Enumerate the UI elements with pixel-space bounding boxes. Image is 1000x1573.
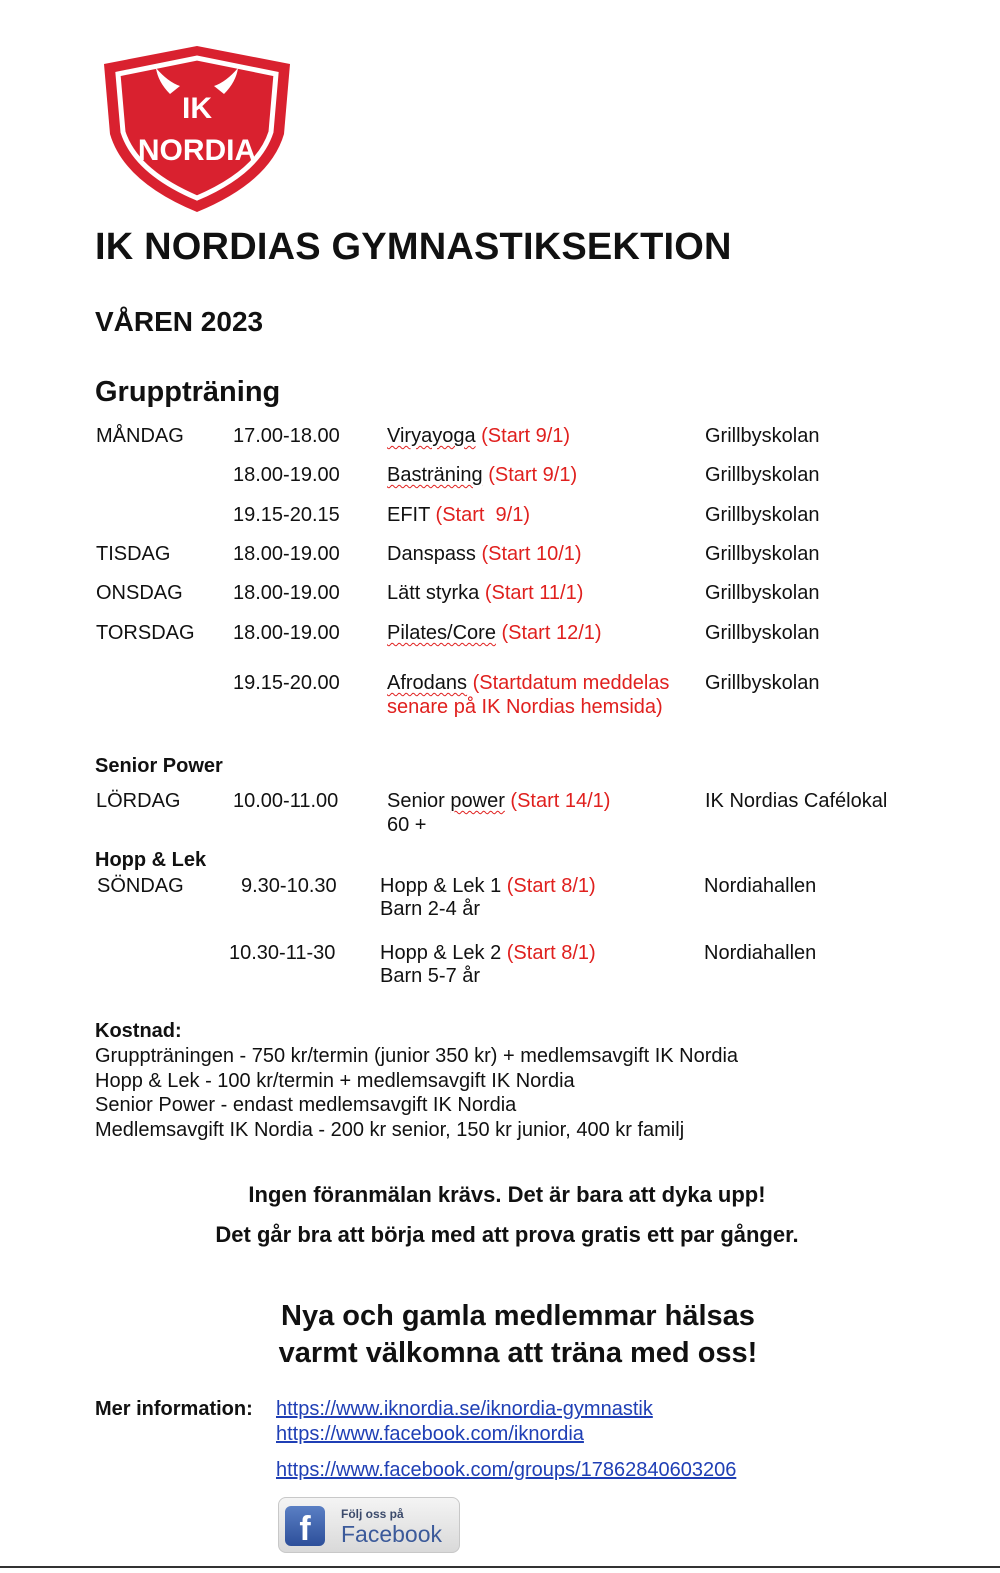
page-title: IK NORDIAS GYMNASTIKSEKTION [95,226,732,268]
place-label: Grillbyskolan [705,622,820,644]
activity-label: Hopp & Lek 1 (Start 8/1) [380,875,596,897]
welcome-line-1: Nya och gamla medlemmar hälsas [281,1300,755,1332]
day-label: SÖNDAG [97,875,184,897]
season-heading: VÅREN 2023 [95,306,264,337]
time-label: 18.00-19.00 [233,543,340,565]
time-label: 18.00-19.00 [233,582,340,604]
activity-label: Basträning (Start 9/1) [387,464,578,486]
age-note: 60 + [387,814,427,836]
activity-label: Danspass (Start 10/1) [387,543,582,565]
age-note: Barn 2-4 år [380,898,481,920]
time-label: 17.00-18.00 [233,425,340,447]
day-label: ONSDAG [96,582,183,604]
place-label: Grillbyskolan [705,582,820,604]
facebook-follow-badge[interactable] [278,1497,460,1553]
activity-label: Lätt styrka (Start 11/1) [387,582,584,604]
activity-label: Afrodans (Startdatum meddelas [387,672,670,694]
day-label: MÅNDAG [96,425,184,447]
link-iknordia-gymnastik[interactable]: https://www.iknordia.se/iknordia-gymnastik [276,1398,653,1420]
senior-power-heading: Senior Power [95,755,223,777]
place-label: Grillbyskolan [705,504,820,526]
bottom-divider [0,1566,1000,1568]
time-label: 19.15-20.00 [233,672,340,694]
group-training-heading: Gruppträning [95,376,281,408]
cost-line: Gruppträningen - 750 kr/termin (junior 350 kr) + medlemsavgift IK Nordia [95,1045,739,1067]
place-label: Grillbyskolan [705,425,820,447]
welcome-message [0,1298,1000,1372]
place-label: Nordiahallen [704,942,817,964]
day-label: LÖRDAG [96,790,181,812]
day-label: TISDAG [96,543,171,565]
link-facebook-iknordia[interactable]: https://www.facebook.com/iknordia [276,1423,584,1445]
svg-text:NORDIA: NORDIA [137,134,257,167]
cost-line: Senior Power - endast medlemsavgift IK Nordia [95,1094,517,1116]
welcome-line-2: varmt välkomna att träna med oss! [278,1337,758,1369]
ik-nordia-logo [98,42,296,216]
place-label: Grillbyskolan [705,543,820,565]
activity-label: Senior power (Start 14/1) [387,790,611,812]
shield-logo-icon [98,42,296,216]
facebook-badge-small-text: Följ oss på [341,1507,404,1521]
cost-heading: Kostnad: [95,1020,182,1042]
time-label: 18.00-19.00 [233,464,340,486]
start-note: senare på IK Nordias hemsida) [387,696,663,718]
activity-label: Hopp & Lek 2 (Start 8/1) [380,942,596,964]
place-label: Nordiahallen [704,875,817,897]
link-facebook-group[interactable]: https://www.facebook.com/groups/17862840603206 [276,1459,737,1481]
free-trial-note: Det går bra att börja med att prova gratis ett par gånger. [215,1222,799,1247]
facebook-badge-text: Facebook [341,1521,443,1547]
facebook-f-icon: f [285,1506,325,1546]
no-registration-note: Ingen föranmälan krävs. Det är bara att dyka upp! [248,1182,766,1207]
time-label: 19.15-20.15 [233,504,340,526]
age-note: Barn 5-7 år [380,965,481,987]
cost-line: Hopp & Lek - 100 kr/termin + medlemsavgift IK Nordia [95,1070,575,1092]
activity-label: Viryayoga (Start 9/1) [387,425,571,447]
hopp-lek-heading: Hopp & Lek [95,849,207,871]
time-label: 10.00-11.00 [233,790,339,812]
more-info-label: Mer information: [95,1398,253,1420]
activity-label: EFIT (Start 9/1) [387,504,531,526]
day-label: TORSDAG [96,622,195,644]
cost-line: Medlemsavgift IK Nordia - 200 kr senior, 150 kr junior, 400 kr familj [95,1119,685,1141]
place-label: Grillbyskolan [705,672,820,694]
time-label: 9.30-10.30 [241,875,337,897]
svg-text:IK: IK [182,92,212,125]
time-label: 18.00-19.00 [233,622,340,644]
activity-label: Pilates/Core (Start 12/1) [387,622,602,644]
place-label: Grillbyskolan [705,464,820,486]
place-label: IK Nordias Cafélokal [705,790,888,812]
time-label: 10.30-11-30 [229,942,336,964]
